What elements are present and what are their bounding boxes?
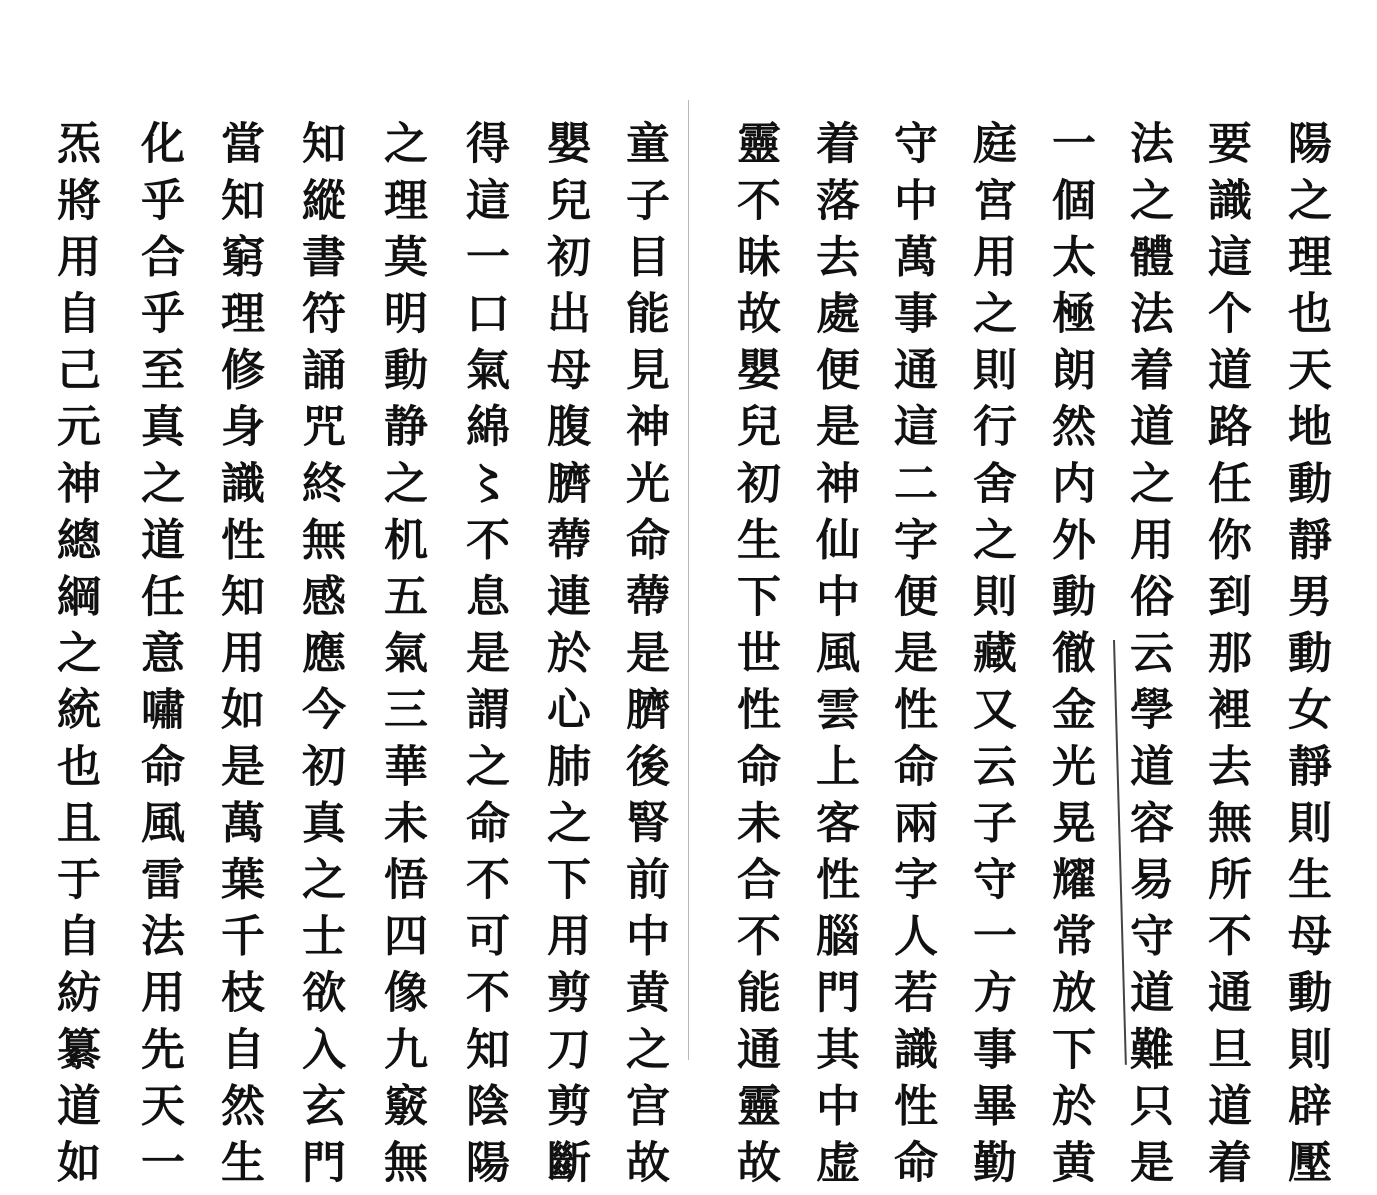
text-column: 知縱書符誦咒終無感應今初真之士欲入玄門: [294, 120, 345, 1195]
text-column: 着落去處便是神仙中風雲上客性腦門其中虚: [808, 120, 859, 1195]
text-column: 一個太極朗然内外動徹金光晃耀常放下於黄: [1044, 120, 1095, 1195]
text-column: 之理莫明動静之机五氣三華未悟四像九竅無: [376, 120, 427, 1195]
page-fold-divider: [688, 100, 689, 1060]
text-column: 守中萬事通這二字便是性命兩字人若識性命: [886, 120, 937, 1195]
text-column: 嬰兒初出母腹臍蔕連於心肺之下用剪刀剪斷: [539, 120, 590, 1195]
text-column: 庭宮用之則行舍之則藏又云子守一方事畢勤: [965, 120, 1016, 1195]
text-column: 陽之理也天地動靜男動女靜則生母動則辟壓: [1280, 120, 1331, 1195]
text-column: 當知窮理修身識性知用如是萬葉千枝自然生: [213, 120, 264, 1195]
text-column: 化乎合乎至真之道任意嘯命風雷法用先天一: [133, 120, 184, 1195]
text-column: 童子目能見神光命蔕是臍後腎前中黄之宫故: [618, 120, 669, 1195]
text-column: 要識這个道路任你到那裡去無所不通旦道着: [1200, 120, 1251, 1195]
text-column: 炁將用自己元神總綱之統也且于自紡纂道如: [49, 120, 100, 1195]
text-column: 靈不昧故嬰兒初生下世性命未合不能通靈故: [729, 120, 780, 1195]
text-column: 法之體法着道之用俗云學道容易守道難只是: [1122, 120, 1173, 1195]
text-column: 得這一口氣綿〻不息是謂之命不可不知陰陽: [458, 120, 509, 1195]
